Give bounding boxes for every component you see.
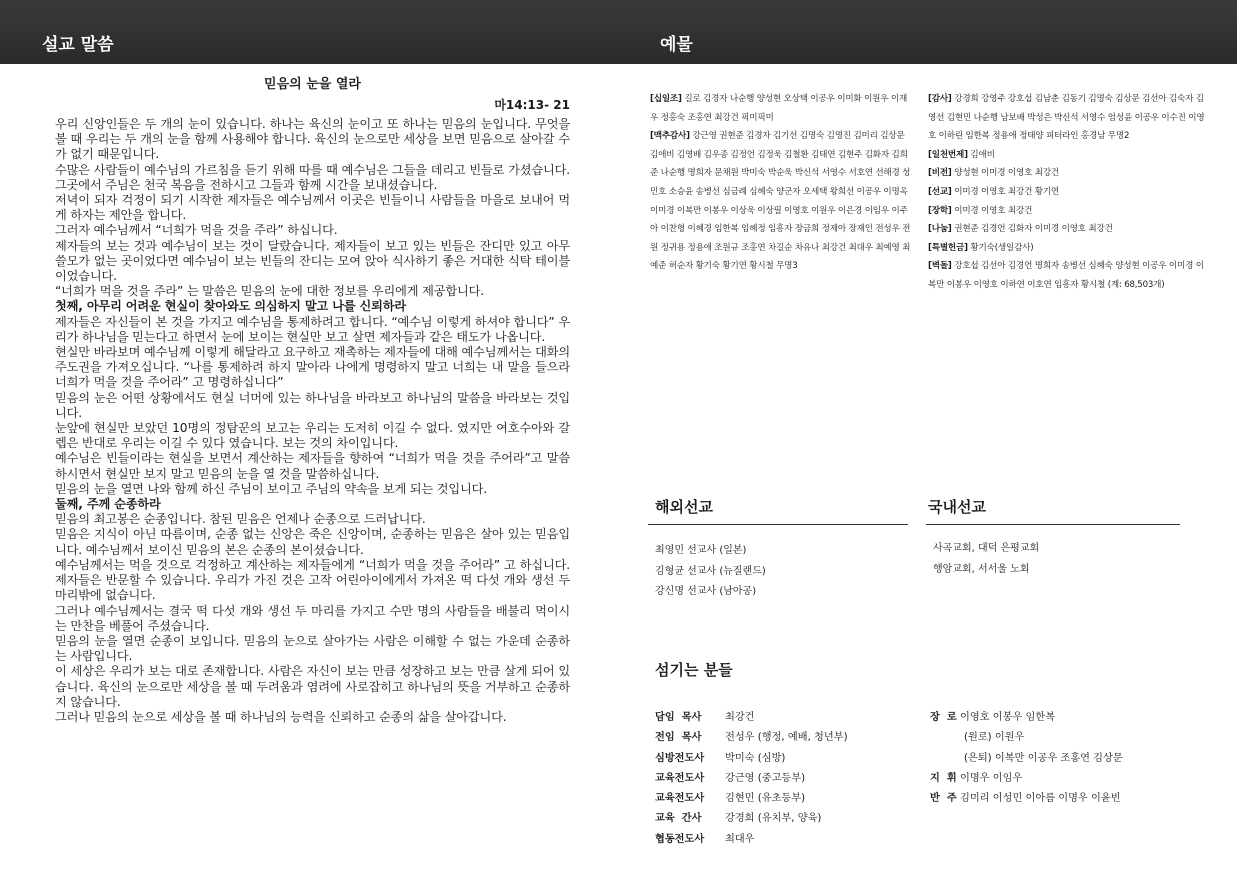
sermon-section <box>55 70 570 725</box>
overseas-mission-heading: 해외선교 <box>655 498 713 516</box>
offering-names: 이미경 이영호 최강건 <box>954 205 1033 216</box>
overseas-divider <box>648 524 908 525</box>
server-names: 강근영 (중고등부) <box>725 772 806 784</box>
offering-category: [나눔] <box>928 224 952 235</box>
sermon-paragraph: 믿음은 지식이 아닌 따름이며, 순종 없는 신앙은 죽은 신앙이며, 순종하는 믿음은 살아 있는 믿음입니다. 예수님께서 보이신 믿음의 본은 순종의 본이셨습니다. <box>55 527 570 557</box>
sermon-body <box>55 117 570 725</box>
offering-entry <box>650 90 912 127</box>
offering-category: [감사] <box>928 94 952 104</box>
domestic-mission-list <box>933 539 1039 580</box>
offering-names: 양성현 이미경 이영호 최강건 <box>954 168 1060 179</box>
offering-category: [벽돌] <box>928 261 952 272</box>
server-names: (원로) 이원우 <box>964 732 1025 744</box>
offering-category: [맥추감사] <box>650 131 690 142</box>
server-names: 김현민 (유초등부) <box>725 793 806 805</box>
offering-header-title: 예물 <box>660 35 693 55</box>
sermon-paragraph: 믿음의 눈을 열면 순종이 보입니다. 믿음의 눈으로 살아가는 사람은 이해할 수 없는 가운데 순종하는 사람입니다. <box>55 633 570 664</box>
sermon-reference: 마14:13- 21 <box>494 98 570 112</box>
server-role: 교육 간사 <box>655 813 702 825</box>
sermon-title: 믿음의 눈을 열라 <box>264 77 361 92</box>
offering-names: 강근영 권현준 김경자 김기선 김명숙 김명진 김미리 김상문 김애비 김영배 김우종 김정언 김정욱 김철환 김태연 김현주 김화자 김희준 나순행 명희자 문채원 박미숙 박순욱 박신석 서영수 서호연 선해경 성민호 소승윤 송병선 심금례 심혜숙 양군자 오세택 왕희선 이공우 이명옥 이미경 이복만 이봉우 이상욱 이상필 이영호 이원우 이은경 이임우 이주아 이찬형 이혜경 임한복 임혜정 임흥자 장금희 정제아 장재인 전성우 전원 정귀용 정용애 조원규 조홍연 차길순 차유나 최강건 최대우 최예영 최예준 허순자 황기숙 황기연 황시철 무명3 <box>650 131 911 272</box>
offering-entry <box>928 146 1206 165</box>
server-row <box>655 708 848 728</box>
sermon-subheading: 둘째, 주께 순종하라 <box>55 497 161 512</box>
offering-category: [특별헌금] <box>928 242 968 253</box>
sermon-paragraph: 수많은 사람들이 예수님의 가르침을 듣기 위해 따를 때 예수님은 그들을 데리고 빈들로 가셨습니다. 그곳에서 주님은 천국 복음을 전하시고 그들과 함께 시간을 보내셨습니다. <box>55 162 570 192</box>
server-role: 교육전도사 <box>655 772 705 784</box>
offering-entry <box>928 220 1206 239</box>
sermon-paragraph: 믿음의 눈은 어떤 상황에서도 현실 너머에 있는 하나님을 바라보고 하나님의 말씀을 바라보는 것입니다. <box>55 390 570 420</box>
server-role: 지 휘 <box>930 772 957 784</box>
offering-names: 길로 김경자 나순행 양성현 오상택 이공우 이미화 이원우 이재우 정홍숙 조홍연 최강건 픽미픽미 <box>650 94 908 123</box>
offering-names: 황기숙(생일감사) <box>970 242 1034 253</box>
offering-category: [선교] <box>928 186 952 197</box>
offering-column-2 <box>928 90 1206 295</box>
server-names: (은퇴) 이복만 이공우 조홍연 김상문 <box>964 752 1123 764</box>
server-row <box>930 769 1123 789</box>
server-row <box>655 830 848 850</box>
offering-names: 김애비 <box>970 149 995 160</box>
server-role: 협동전도사 <box>655 833 705 845</box>
list-item: 강신명 선교사 (남아공) <box>655 586 757 597</box>
list-item: 행암교회, 서서울 노회 <box>933 563 1030 575</box>
overseas-mission-list <box>655 541 766 603</box>
offering-category: [일천번제] <box>928 149 968 160</box>
sermon-paragraph: 눈앞에 현실만 보았던 10명의 정탐꾼의 보고는 우리는 도저히 이길 수 없다. 였지만 여호수아와 갈렙은 반대로 우리는 이길 수 있다 였습니다. 보는 것의 차이입니다. <box>55 421 570 451</box>
server-role: 심방전도사 <box>655 752 705 764</box>
offering-entry <box>928 183 1206 202</box>
offering-names: 강경희 강영주 강호섭 김남춘 김동기 김명숙 김상문 김선아 김숙자 김영선 김현민 나순행 남보배 박성은 박신석 서영수 엄성윤 이공우 이수진 이영호 이하린 임한복 정용애 정태양 피터라인 홍경남 무명2 <box>928 94 1205 142</box>
server-role: 장 로 <box>930 712 957 723</box>
sermon-paragraph: 제자들은 자신들이 본 것을 가지고 예수님을 통제하려고 합니다. “예수님 이렇게 하셔야 합니다” 우리가 하나님을 믿는다고 하면서 눈에 보이는 현실만 보고 살면 제자들과 같은 태도가 나옵니다. <box>55 314 570 344</box>
offering-names: 강호섭 김선아 김경언 명희자 송병선 심혜숙 양성현 이공우 이미경 이복만 이봉우 이영호 이하연 이호연 임흥자 황시철 (계: 68,503개) <box>928 261 1204 290</box>
server-row <box>655 749 848 769</box>
offering-entry <box>928 164 1206 183</box>
sermon-paragraph: “너희가 먹을 것을 주라” 는 말씀은 믿음의 눈에 대한 정보를 우리에게 제공합니다. <box>55 284 484 299</box>
servers-heading: 섬기는 분들 <box>655 661 733 679</box>
domestic-divider <box>926 524 1180 525</box>
server-names: 전성우 (행정, 예배, 청년부) <box>725 732 848 744</box>
sermon-paragraph: 제자들의 보는 것과 예수님이 보는 것이 달랐습니다. 제자들이 보고 있는 빈들은 잔디만 있고 아무 쓸모가 없는 곳이었다면 예수님이 보는 빈들의 잔디는 모여 앉아 식사하기 좋은 거대한 식탁 테이블이었습니다. <box>55 238 570 284</box>
offering-entry <box>928 90 1206 146</box>
list-item: 김형균 선교사 (뉴질랜드) <box>655 565 766 577</box>
server-names: 최대우 <box>725 833 755 845</box>
server-names: 강경희 (유치부, 양육) <box>725 813 822 825</box>
servers-left-list <box>655 708 848 850</box>
domestic-mission-heading: 국내선교 <box>928 498 986 516</box>
offering-category: [장학] <box>928 205 952 216</box>
sermon-header-title: 설교 말씀 <box>42 35 114 55</box>
server-names: 최강건 <box>725 712 755 723</box>
sermon-paragraph: 현실만 바라보며 예수님께 이렇게 해달라고 요구하고 재촉하는 제자들에 대해 예수님께서는 대화의 주도권을 가져오십니다. “나를 통제하려 하지 말아라 나에게 명령하지 말고 너희는 내 말을 들으라 너희가 먹을 것을 주어라” 고 명령하십니다” <box>55 345 570 390</box>
server-row <box>655 769 848 789</box>
sermon-paragraph: 믿음의 눈을 열면 나와 함께 하신 주님이 보이고 주님의 약속을 보게 되는 것입니다. <box>55 481 487 496</box>
server-row <box>930 708 1123 728</box>
server-role: 교육전도사 <box>655 793 705 805</box>
offering-entry <box>928 239 1206 258</box>
sermon-paragraph: 그러나 믿음의 눈으로 세상을 볼 때 하나님의 능력을 신뢰하고 순종의 삶을 살아갑니다. <box>55 709 507 724</box>
sermon-paragraph: 예수님은 빈들이라는 현실을 보면서 계산하는 제자들을 향하여 “너희가 먹을 것을 주어라”고 말씀하시면서 현실만 보지 말고 믿음의 눈을 열 것을 말씀하십니다. <box>55 451 570 481</box>
header-bar <box>0 0 1237 64</box>
server-row <box>655 728 848 748</box>
sermon-subheading: 첫째, 아무리 어려운 현실이 찾아와도 의심하지 말고 나를 신뢰하라 <box>55 299 407 314</box>
offering-names: 권현준 김경언 김화자 이미경 이영호 최강건 <box>954 224 1113 235</box>
server-names: 이명우 이임우 <box>960 772 1023 784</box>
server-row <box>930 749 1123 769</box>
sermon-paragraph: 예수님께서는 먹을 것으로 걱정하고 계산하는 제자들에게 “너희가 먹을 것을 주어라” 고 하십니다. 제자들은 반문할 수 있습니다. 우리가 가진 것은 고작 어린아이에게서 가져온 떡 다섯 개와 생선 두 마리밖에 없습니다. <box>55 557 570 603</box>
server-names: 김미리 이성민 이아름 이명우 이윤빈 <box>960 793 1121 805</box>
offering-entry <box>928 202 1206 221</box>
server-role: 반 주 <box>930 793 957 805</box>
server-names: 이영호 이봉우 임한복 <box>960 712 1056 723</box>
server-role: 담임 목사 <box>655 712 702 723</box>
server-row <box>930 789 1123 809</box>
offering-column-1 <box>650 90 912 276</box>
servers-right-list <box>930 708 1123 809</box>
server-names: 박미숙 (심방) <box>725 752 786 764</box>
sermon-paragraph: 이 세상은 우리가 보는 대로 존재합니다. 사람은 자신이 보는 만큼 성장하고 보는 만큼 살게 되어 있습니다. 육신의 눈으로만 세상을 볼 때 두려움과 염려에 사로잡히고 하나님의 뜻을 거부하고 순종하지 않습니다. <box>55 664 570 709</box>
offering-entry <box>928 257 1206 294</box>
list-item: 최영민 선교사 (일본) <box>655 545 747 556</box>
server-role: 전임 목사 <box>655 732 702 744</box>
server-row <box>655 809 848 829</box>
offering-entry <box>650 127 912 276</box>
server-row <box>655 789 848 809</box>
sermon-paragraph: 저녁이 되자 걱정이 되기 시작한 제자들은 예수님께서 이곳은 빈들이니 사람들을 마을로 보내어 먹게 하자는 제안을 합니다. <box>55 193 570 223</box>
offering-category: [비전] <box>928 168 952 179</box>
offering-names: 이미경 이영호 최강건 황기연 <box>954 186 1060 197</box>
offering-category: [십일조] <box>650 94 682 104</box>
sermon-paragraph: 우리 신앙인들은 두 개의 눈이 있습니다. 하나는 육신의 눈이고 또 하나는 믿음의 눈입니다. 무엇을 볼 때 우리는 두 개의 눈을 함께 사용해야 합니다. 육신의 눈으로만 세상을 보면 믿음으로 살아갈 수가 없기 때문입니다. <box>55 117 570 162</box>
sermon-paragraph: 그러자 예수님께서 “너희가 먹을 것을 주라” 하십니다. <box>55 223 338 238</box>
list-item: 사곡교회, 대덕 은평교회 <box>933 543 1040 554</box>
server-row <box>930 728 1123 748</box>
sermon-paragraph: 그러나 예수님께서는 결국 떡 다섯 개와 생선 두 마리를 가지고 수만 명의 사람들을 배불리 먹이시는 만찬을 베풀어 주셨습니다. <box>55 603 570 633</box>
sermon-paragraph: 믿음의 최고봉은 순종입니다. 참된 믿음은 언제나 순종으로 드러납니다. <box>55 512 426 527</box>
